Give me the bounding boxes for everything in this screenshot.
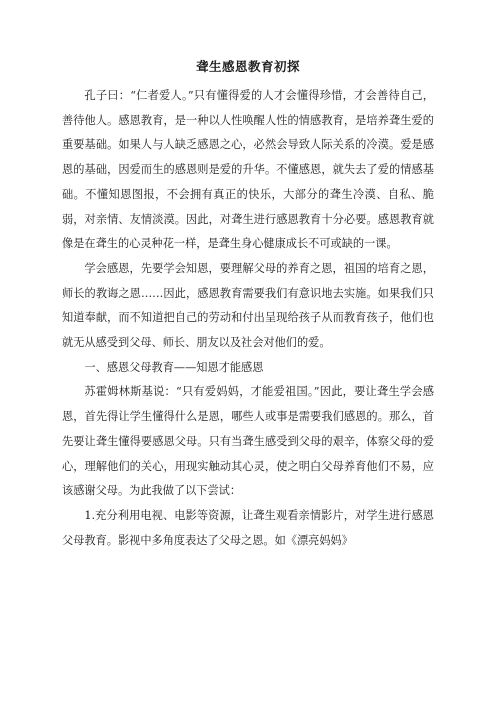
section-heading-1: 一、感恩父母教育——知恩才能感恩 <box>84 360 264 374</box>
paragraph-know-gratitude: 学会感恩，先要学会知恩，要理解父母的养育之恩，祖国的培育之恩，师长的教诲之恩……因此，感恩教育需要我们有意识地去实施。如果我们只知道奉献，而不知道把自己的劳动和付出呈现给孩子从而教育孩子，他们也就无从感受到父母、师长、朋友以及社会对他们的爱。 <box>62 261 434 350</box>
document-page <box>62 58 434 553</box>
paragraph-parents: 苏霍姆林斯基说：“只有爱妈妈，才能爱祖国。”因此，要让聋生学会感恩，首先得让学生懂得什么是恩，哪些人或事是需要我们感恩的。那么，首先要让聋生懂得要感恩父母。只有当聋生感受到父母的艰辛，体察父母的爱心，理解他们的关心，用现实触动其心灵，使之明白父母养育他们不易，应该感谢父母。为此我做了以下尝试： <box>62 385 434 498</box>
paragraph-item-1: 1.充分利用电视、电影等资源，让聋生观看亲情影片，对学生进行感恩父母教育。影视中多角度表达了父母之恩。如《漂亮妈妈》 <box>62 508 434 547</box>
document-title: 聋生感恩教育初探 <box>195 59 300 74</box>
paragraph-intro: 孔子曰：“仁者爱人。”只有懂得爱的人才会懂得珍惜，才会善待自己，善待他人。感恩教育，是一种以人性唤醒人性的情感教育，是培养聋生爱的重要基础。如果人与人缺乏感恩之心，必然会导致人际关系的冷漠。爱是感恩的基础，因爱而生的感恩则是爱的升华。不懂感恩，就失去了爱的情感基础。不懂知恩图报，不会拥有真正的快乐，大部分的聋生冷漠、自私、脆弱，对亲情、友情淡漠。因此，对聋生进行感恩教育十分必要。感恩教育就像是在聋生的心灵种花一样，是聋生身心健康成长不可或缺的一课。 <box>62 89 434 251</box>
